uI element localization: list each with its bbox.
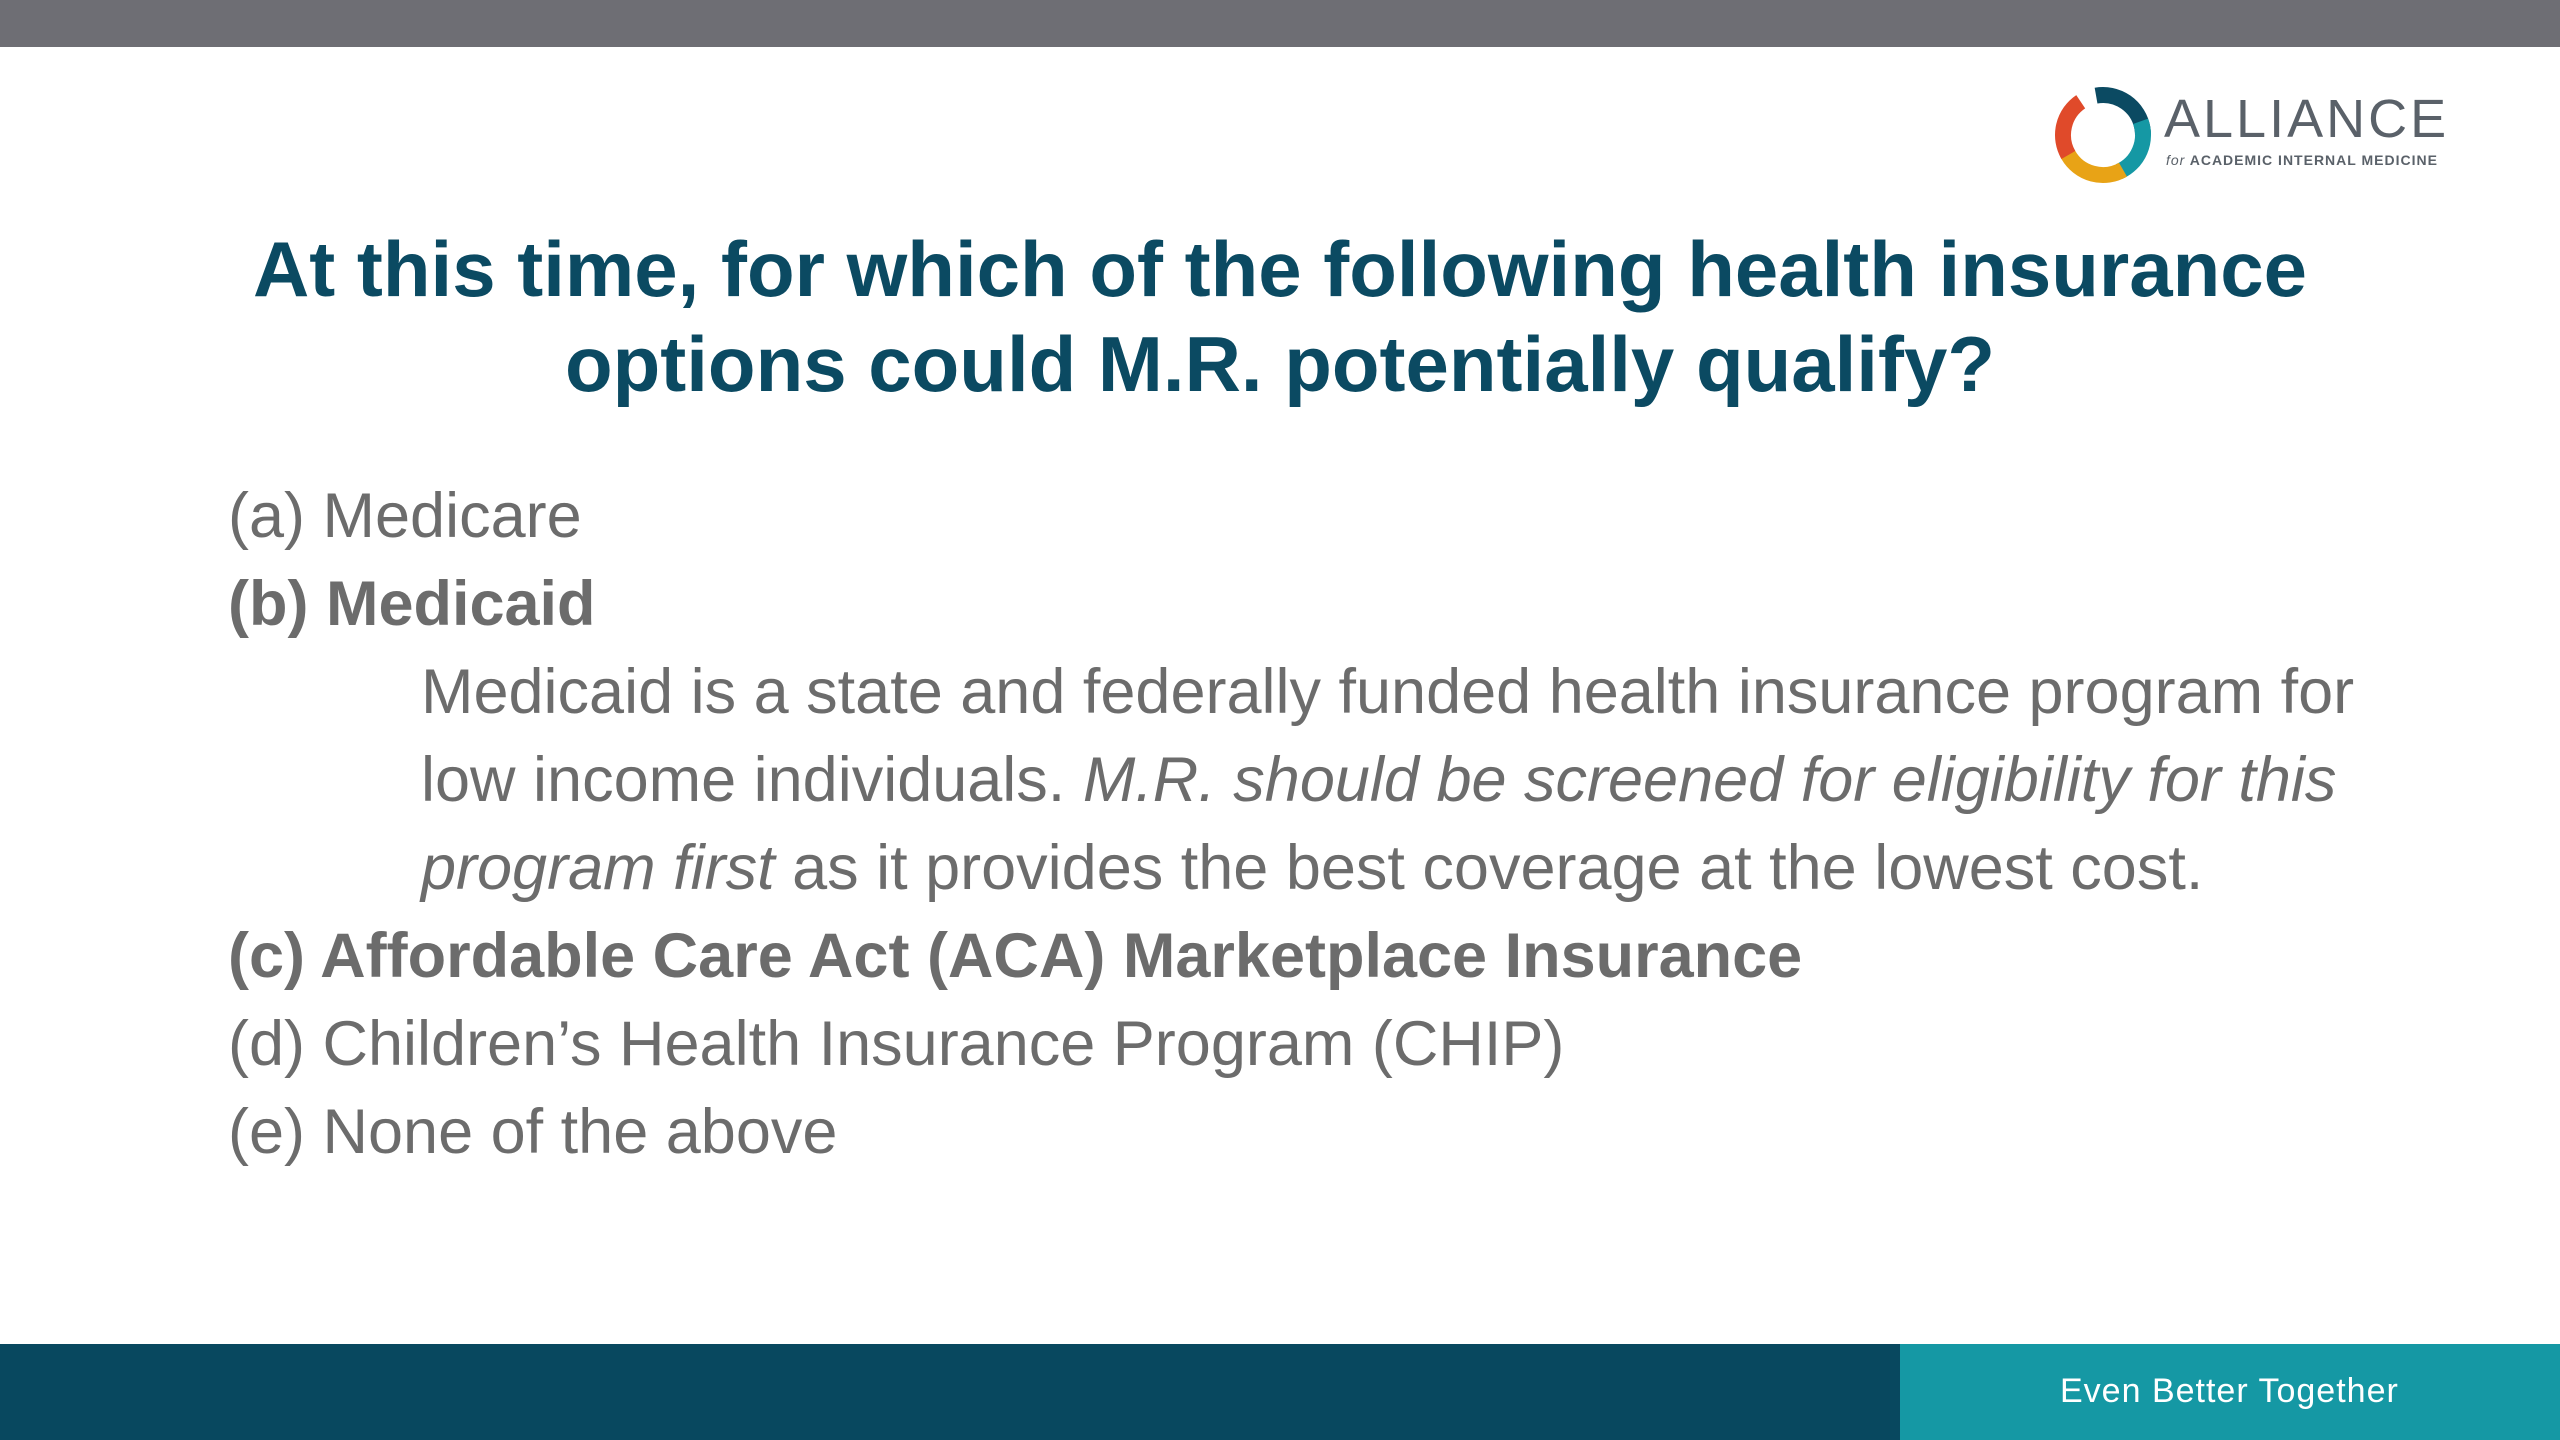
- top-bar: [0, 0, 2560, 47]
- logo-subtitle-for: for: [2166, 152, 2186, 168]
- question-title: [140, 222, 2420, 412]
- option-label: (b): [228, 569, 309, 639]
- option-b-explanation: [228, 648, 2401, 912]
- explanation-text-end: as it provides the best coverage at the lowest cost.: [774, 833, 2204, 903]
- option-b: [228, 560, 2428, 648]
- option-text: Medicaid: [325, 569, 596, 639]
- logo-subtitle: [2166, 152, 2438, 168]
- option-e: [228, 1088, 2428, 1176]
- explanation-text: Medicaid is a state and federally funded health insurance program for low income individuals.: [421, 657, 2355, 815]
- option-a: [228, 472, 2428, 560]
- option-label: (e): [228, 1097, 305, 1167]
- option-label: (c): [228, 921, 305, 991]
- explanation-emphasis: M.R. should be screened for eligibility for this program first: [421, 745, 2337, 903]
- tagline-box: [1900, 1344, 2560, 1440]
- option-d: [228, 1000, 2428, 1088]
- option-text: Affordable Care Act (ACA) Marketplace Insurance: [320, 921, 1803, 991]
- answer-options: [228, 472, 2428, 1176]
- option-c: [228, 912, 2428, 1000]
- option-text: Medicare: [322, 481, 582, 551]
- alliance-ring-icon: [2048, 80, 2158, 190]
- option-label: (d): [228, 1009, 305, 1079]
- logo-subtitle-rest: ACADEMIC INTERNAL MEDICINE: [2189, 152, 2438, 168]
- option-text: None of the above: [322, 1097, 838, 1167]
- logo-wordmark: ALLIANCE: [2164, 89, 2450, 149]
- alliance-logo: [2048, 80, 2448, 190]
- footer-tagline: Even Better Together: [2060, 1372, 2399, 1410]
- option-label: (a): [228, 481, 305, 551]
- question-line-1: At this time, for which of the following health insurance: [252, 225, 2308, 313]
- option-text: Children’s Health Insurance Program (CHIP): [322, 1009, 1565, 1079]
- bottom-bar: [0, 1344, 1900, 1440]
- question-line-2: options could M.R. potentially qualify?: [565, 320, 1995, 408]
